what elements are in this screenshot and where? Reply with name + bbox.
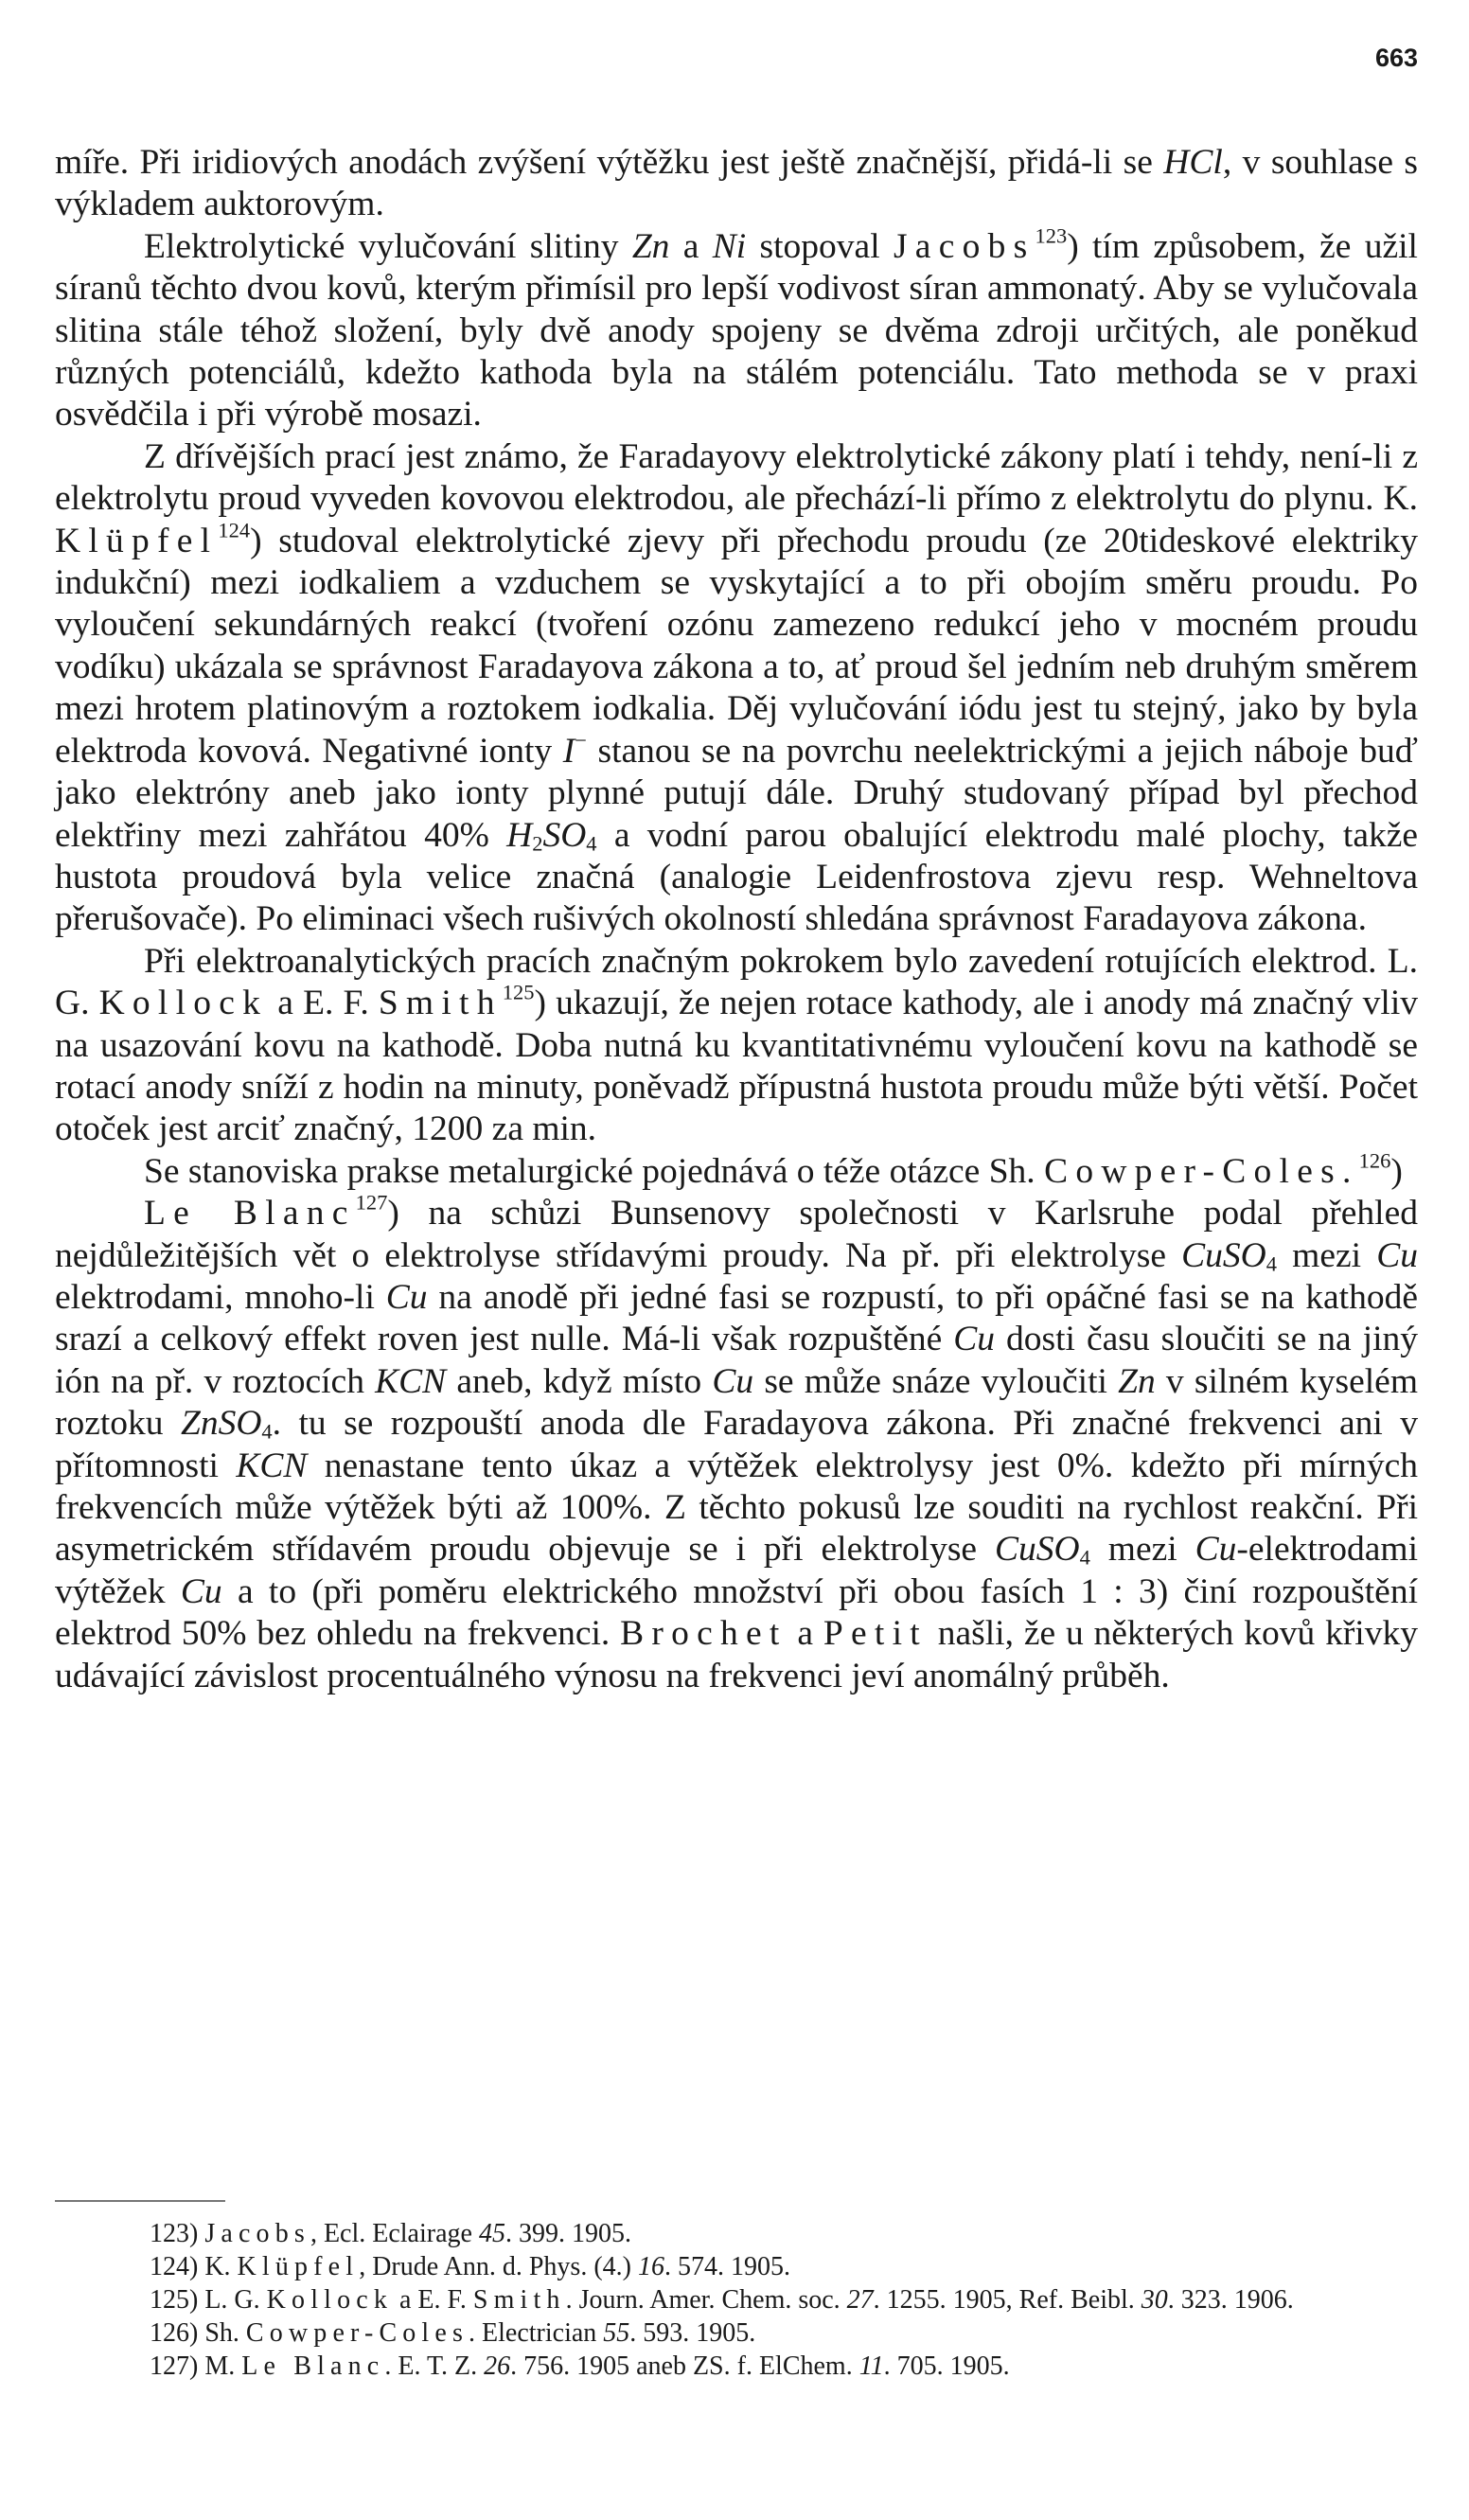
italic-term: Cu	[180, 1571, 222, 1611]
text-run: Se stanoviska prakse metalurgické pojednává o téže otázce Sh.	[144, 1151, 1045, 1191]
italic-term: 16	[637, 2252, 664, 2281]
italic-term: H	[506, 815, 533, 855]
text-run: , Drude Ann. d. Phys. (4.)	[359, 2252, 638, 2281]
author-name: Brochet	[620, 1614, 788, 1654]
text-run: ) ukazují, že nejen rotace kathody, ale i anody má značný vliv na usazování kovu na kathodě. Doba nutná ku kvantitativnému vyloučení kovu na kathodě se rotací anody sníží z hodin na minuty, poněvadž přípustná hustota proudu může býti větší. Počet otoček jest arciť značný, 1200 za min.	[55, 984, 1418, 1149]
percent-sign: %	[217, 1614, 247, 1654]
text-run: a E. F.	[268, 984, 379, 1023]
italic-term: Cu	[953, 1320, 996, 1359]
text-run: . Z těchto pokusů lze souditi na rychlost reakční. Při asymetrickém střídavém proudu objevuje se i při elektrolyse	[55, 1488, 1418, 1570]
italic-term: 26	[484, 2351, 511, 2381]
author-name: Jacobs	[893, 226, 1035, 266]
paragraph	[55, 142, 1418, 226]
italic-term: 45	[478, 2219, 505, 2248]
author-name: Le Blanc	[241, 2351, 385, 2381]
superscript: 126	[1358, 1148, 1391, 1172]
footnotes	[55, 2217, 1418, 2383]
text-run: bez ohledu na frekvenci.	[246, 1614, 621, 1654]
text-run: mezi	[1089, 1530, 1195, 1570]
text-run: 126	[150, 2318, 189, 2348]
italic-term: Cu	[712, 1361, 754, 1401]
text-run: . 593. 1905.	[629, 2318, 756, 2348]
text-run: . 323. 1906.	[1167, 2285, 1294, 2315]
text-run: dosti času sloučiti se na jiný ión na př. v roztocích	[55, 1320, 1418, 1401]
footnote	[55, 2250, 1418, 2283]
text-run: ) L. G.	[189, 2285, 267, 2315]
paragraph	[55, 941, 1418, 1151]
italic-term: KCN	[236, 1446, 308, 1485]
percent-sign: %	[612, 1488, 644, 1527]
footnote-divider	[55, 2200, 225, 2202]
author-name: Klüpfel	[237, 2252, 360, 2281]
author-name: Jacobs	[204, 2219, 310, 2248]
text-run: . 399. 1905.	[504, 2219, 631, 2248]
text-run: Z dřívějších prací jest známo, že Faradayovy elektrolytické zákony platí i tehdy, není-li z elektrolytu proud vyveden kovovou elektrodou, ale přechází-li přímo z elektrolytu do plynu. K.	[55, 436, 1418, 519]
author-name: Klüpfel	[55, 521, 219, 560]
text-run: ) M.	[189, 2351, 242, 2381]
paragraph	[55, 1190, 1418, 1697]
italic-term: CuSO	[1181, 1235, 1266, 1275]
footnote	[55, 2283, 1418, 2316]
italic-term: ZnSO	[180, 1404, 262, 1444]
italic-term: Zn	[1118, 1361, 1156, 1401]
paragraph	[55, 223, 1418, 436]
italic-term: 55	[603, 2318, 630, 2348]
text-run: ) tím způsobem, že užil síranů těchto dvou kovů, kterým přimísil pro lepší vodivost síran ammonatý. Aby se vylučovala slitina stále téhož složení, byly dvě anody spojeny se dvěma zdroji určitých, ale poněkud různých potenciálů, kdežto kathoda byla na stálém potenciálu. Tato methoda se v praxi osvědčila i při výrobě mosazi.	[55, 226, 1418, 435]
page-number: 663	[1374, 44, 1418, 72]
text-run: ) K.	[189, 2252, 238, 2281]
text-run: a to (při poměru elektrického množství při obou fasích 1 : 3) činí rozpouštění elektrod 50	[55, 1571, 1418, 1654]
author-name: Petit	[823, 1614, 928, 1654]
text-run: . 1255. 1905, Ref. Beibl.	[873, 2285, 1142, 2315]
text-run: na anodě při jedné fasi se rozpustí, to při opáčné fasi se na kathodě srazí a celkový effekt roven jest nulle. Má-li však rozpuštěné	[55, 1277, 1418, 1359]
subscript: 4	[1265, 1251, 1278, 1276]
paragraph	[55, 436, 1418, 941]
italic-term: Zn	[631, 226, 670, 266]
text-run: . kdežto při mírných frekvencích může výtěžek býti až 100	[55, 1446, 1418, 1527]
text-run: stopoval	[746, 226, 894, 266]
author-name: Kollock	[266, 2285, 393, 2315]
text-run: 124	[150, 2252, 189, 2281]
superscript: 124	[218, 517, 251, 541]
percent-sign: %	[459, 815, 489, 855]
author-name: Smith	[472, 2285, 566, 2315]
italic-term: 11	[858, 2351, 884, 2381]
subscript: 2	[532, 831, 543, 855]
author-name: Cowper-Coles	[245, 2318, 469, 2348]
author-name: Le Blanc	[144, 1194, 356, 1233]
italic-term: Cu	[385, 1277, 428, 1317]
text-run: nenastane tento úkaz a výtěžek elektrolysy jest 0	[307, 1446, 1075, 1485]
percent-sign: %	[1074, 1446, 1105, 1485]
text-run	[489, 816, 506, 855]
text-run: Při elektroanalytických pracích značným pokrokem bylo zavedení rotujících elektrod. L. G.	[55, 941, 1418, 1023]
italic-term: Cu	[1195, 1530, 1237, 1570]
text-run: mezi	[1277, 1235, 1377, 1275]
author-name: Kollock	[98, 984, 269, 1023]
superscript: 127	[355, 1190, 388, 1215]
superscript: 123	[1035, 223, 1068, 248]
footnote	[55, 2316, 1418, 2350]
italic-term: 30	[1141, 2285, 1168, 2315]
italic-term: I	[562, 731, 575, 771]
text-run: , v souhlase s výkladem auktorovým.	[55, 143, 1418, 224]
body-text	[55, 142, 1418, 1697]
text-run: elektrodami, mnoho-li	[55, 1277, 386, 1317]
text-run: a	[669, 226, 713, 266]
text-run: )	[189, 2219, 205, 2248]
subscript: 4	[261, 1419, 273, 1444]
text-run: 125	[150, 2285, 189, 2315]
text-run: míře. Při iridiových anodách zvýšení výtěžku jest ještě značnější, přidá-li se	[55, 143, 1164, 182]
superscript: −	[575, 727, 587, 752]
text-run: , Ecl. Eclairage	[310, 2219, 479, 2248]
italic-term: CuSO	[995, 1530, 1080, 1570]
text-run: ) studoval elektrolytické zjevy při přechodu proudu (ze 20tideskové elektriky indukční) mezi iodkaliem a vzduchem se vyskytající a to při obojím směru proudu. Po vyloučení sekundárných reakcí (tvoření ozónu zamezeno redukcí jeho v mocném proudu vodíku) ukázala se správnost Faradayova zákona a to, ať proud šel jedním neb druhým směrem mezi hrotem platinovým a roztokem iodkalia. Děj vylučování iódu jest tu stejný, jako by byla elektroda kovová. Negativné ionty	[55, 521, 1418, 771]
text-run: . 574. 1905.	[664, 2252, 790, 2281]
text-run: ) na schůzi Bunsenovy společnosti v Karlsruhe podal přehled nejdůležitějších vět o elektrolyse střídavými proudy. Na př. při elektrolyse	[55, 1194, 1418, 1275]
text-run: a E. F.	[392, 2285, 473, 2315]
text-run: . Electrician	[469, 2318, 604, 2348]
italic-term: 27	[846, 2285, 874, 2315]
text-run: 123	[150, 2219, 189, 2248]
text-run: -elektrodami výtěžek	[55, 1530, 1418, 1611]
text-run: . E. T. Z.	[384, 2351, 485, 2381]
author-name: Cowper-Coles.	[1044, 1151, 1359, 1191]
text-run: . Journ. Amer. Chem. soc.	[565, 2285, 847, 2315]
footnote	[55, 2217, 1418, 2250]
italic-term: HCl	[1163, 143, 1223, 182]
text-run: našli, že u některých kovů křivky udávající závislost procentuálného výnosu na frekvenci jeví anomálný průběh.	[55, 1614, 1418, 1695]
subscript: 4	[1079, 1545, 1090, 1570]
text-run: se může snáze vyloučiti	[753, 1361, 1119, 1401]
superscript: 125	[502, 980, 535, 1004]
text-run: Elektrolytické vylučování slitiny	[144, 226, 632, 266]
text-run: . 756. 1905 aneb ZS. f. ElChem.	[510, 2351, 859, 2381]
text-run: a vodní parou obalující elektrodu malé plochy, takže hustota proudová byla velice značná (analogie Leidenfrostova zjevu resp. Wehneltova přerušovače). Po eliminaci všech rušivých okolností shledána správnost Faradayova zákona.	[55, 815, 1418, 939]
paragraph	[55, 1148, 1418, 1193]
text-run: v silném kyselém roztoku	[55, 1361, 1418, 1444]
text-run: stanou se na povrchu neelektrickými a jejich náboje buď jako elektróny aneb jako ionty plynné putují dále. Druhý studovaný případ byl přechod elektřiny mezi zahřátou 40	[55, 731, 1419, 855]
text-run: aneb, když místo	[446, 1361, 713, 1401]
text-run: a	[787, 1614, 823, 1654]
text-run: . tu se rozpouští anoda dle Faradayova zákona. Při značné frekvenci ani v přítomnosti	[55, 1404, 1418, 1485]
subscript: 4	[586, 831, 597, 855]
footnote	[55, 2350, 1418, 2383]
text-run: 127	[150, 2351, 189, 2381]
italic-term: Cu	[1376, 1235, 1418, 1275]
text-run: . 705. 1905.	[883, 2351, 1010, 2381]
italic-term: KCN	[375, 1361, 447, 1401]
italic-term: SO	[542, 815, 587, 855]
author-name: Smith	[378, 984, 503, 1023]
italic-term: Ni	[712, 226, 747, 266]
text-run: )	[1390, 1151, 1403, 1191]
text-run: ) Sh.	[189, 2318, 246, 2348]
